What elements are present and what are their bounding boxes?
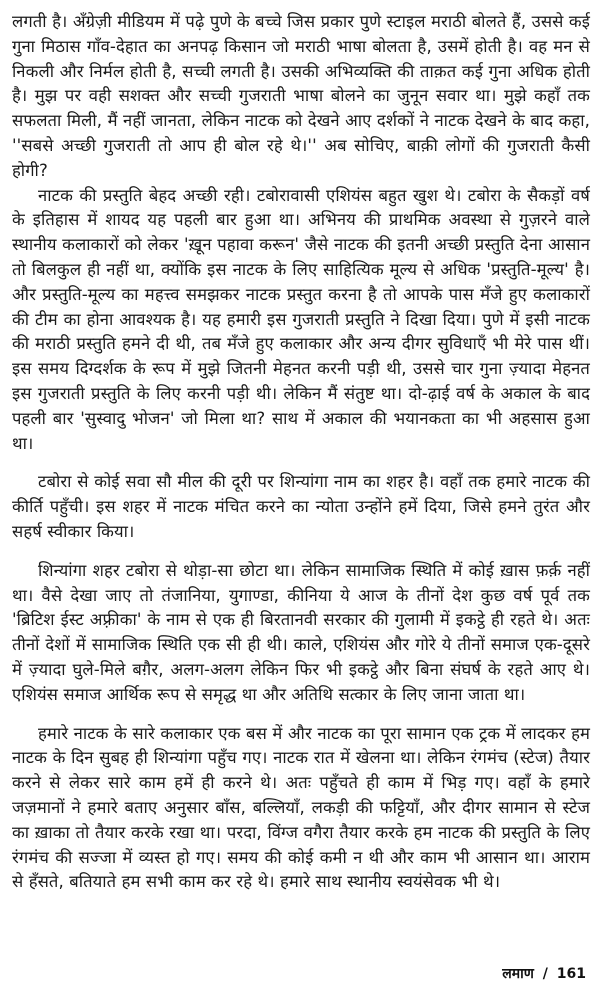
paragraph-3: टबोरा से कोई सवा सौ मील की दूरी पर शिन्यांगा नाम का शहर है। वहाँ तक हमारे नाटक की कीर्ति पहुँची। इस शहर में नाटक मंचित करने का न्योता उन्होंने हमें दिया, जिसे हमने तुरंत और सहर्ष स्वीकार किया। bbox=[12, 472, 590, 541]
paragraph-gap bbox=[12, 545, 590, 559]
paragraph-4: शिन्यांगा शहर टबोरा से थोड़ा-सा छोटा था। लेकिन सामाजिक स्थिति में कोई ख़ास फ़र्क़ नहीं था। वैसे देखा जाए तो तंजानिया, युगाण्डा, कीनिया ये आज के तीनों देश कुछ वर्ष पूर्व तक 'ब्रिटिश ईस्ट अफ़्रीका' के नाम से एक ही बिरतानवी सरकार की गुलामी में इकट्ठे ही रहते थे। अतः तीनों देशों में सामाजिक स्थिति एक सी ही थी। काले, एशियंस और गोरे ये तीनों समाज एक-दूसरे में ज़्यादा घुले-मिले बग़ैर, अलग-अलग लेकिन फिर भी इकट्ठे और बिना संघर्ष के रहते आए थे। एशियंस समाज आर्थिक रूप से समृद्ध था और अतिथि सत्कार के लिए जाना जाता था। bbox=[12, 560, 590, 704]
paragraph-gap bbox=[12, 456, 590, 470]
paragraph-2: नाटक की प्रस्तुति बेहद अच्छी रही। टबोरावासी एशियंस बहुत खुश थे। टबोरा के सैकड़ों वर्ष के इतिहास में शायद यह पहली बार हुआ था। अभिनय की प्राथमिक अवस्था से गुज़रने वाले स्थानीय कलाकारों को लेकर 'ख़ून पहावा करून' जैसे नाटक की इतनी अच्छी प्रस्तुति देना आसान तो बिलकुल ही नहीं था, क्योंकि इस नाटक के लिए साहित्यिक मूल्य से अधिक 'प्रस्तुति-मूल्य' है। और प्रस्तुति-मूल्य का महत्त्व समझकर नाटक प्रस्तुत करना है तो आपके पास मँजे हुए कलाकारों की टीम का होना आवश्यक है। यह हमारी इस गुजराती प्रस्तुति ने दिखा दिया। पुणे में इसी नाटक की मराठी प्रस्तुति हमने दी थी, तब मँजे हुए कलाकार और अन्य दीगर सुविधाएँ भी मेरे पास थीं। इस समय दिग्दर्शक के रूप में मुझे जितनी मेहनत करनी पड़ी थी, उससे चार गुना ज़्यादा मेहनत इस गुजराती प्रस्तुति के लिए करनी पड़ी थी। लेकिन मैं संतुष्ट था। दो-ढ़ाई वर्ष के अकाल के बाद पहली बार 'सुस्वादु भोजन' जो मिला था? साथ में अकाल की भयानकता का भी अहसास हुआ था। bbox=[12, 185, 590, 453]
paragraph-1: लगती है। अँग्रेज़ी मीडियम में पढ़े पुणे के बच्चे जिस प्रकार पुणे स्टाइल मराठी बोलते हैं, उससे कई गुना मिठास गाँव-देहात का अनपढ़ किसान जो मराठी भाषा बोलता है, उसमें होती है। वह मन से निकली और निर्मल होती है, सच्ची लगती है। उसकी अभिव्यक्ति की ताक़त कई गुना अधिक होती है। मुझ पर वही सशक्त और सच्ची गुजराती भाषा बोलने का जुनून सवार था। मुझे कहाँ तक सफलता मिली, मैं नहीं जानता, लेकिन नाटक को देखने आए दर्शकों ने नाटक देखने के बाद कहा, ''सबसे अच्छी गुजराती तो आप ही बोल रहे थे।'' अब सोचिए, बाक़ी लोगों की गुजराती कैसी होगी? bbox=[12, 12, 590, 180]
footer-separator: / bbox=[542, 966, 548, 982]
page-number: 161 bbox=[556, 966, 586, 982]
page-footer bbox=[502, 964, 586, 983]
paragraph-5: हमारे नाटक के सारे कलाकार एक बस में और नाटक का पूरा सामान एक ट्रक में लादकर हम नाटक के दिन सुबह ही शिन्यांगा पहुँच गए। नाटक रात में खेलना था। लेकिन रंगमंच (स्टेज) तैयार करने से लेकर सारे काम हमें ही करने थे। अतः पहुँचते ही काम में भिड़ गए। वहाँ के हमारे जज़मानों ने हमारे बताए अनुसार बाँस, बल्लियाँ, लकड़ी की फट्टियाँ, और दीगर सामान से स्टेज का ख़ाका तो तैयार करके रखा था। परदा, विंग्ज वगैरा तैयार करके हम नाटक की प्रस्तुति के लिए रंगमंच की सज्जा में व्यस्त हो गए। समय की कोई कमी न थी और काम भी आसान था। आराम से हँसते, बतियाते हम सभी काम कर रहे थे। हमारे साथ स्थानीय स्वयंसेवक भी थे। bbox=[12, 723, 591, 892]
footer-chapter-title: लमाण bbox=[502, 966, 534, 982]
paragraph-gap bbox=[12, 708, 590, 722]
